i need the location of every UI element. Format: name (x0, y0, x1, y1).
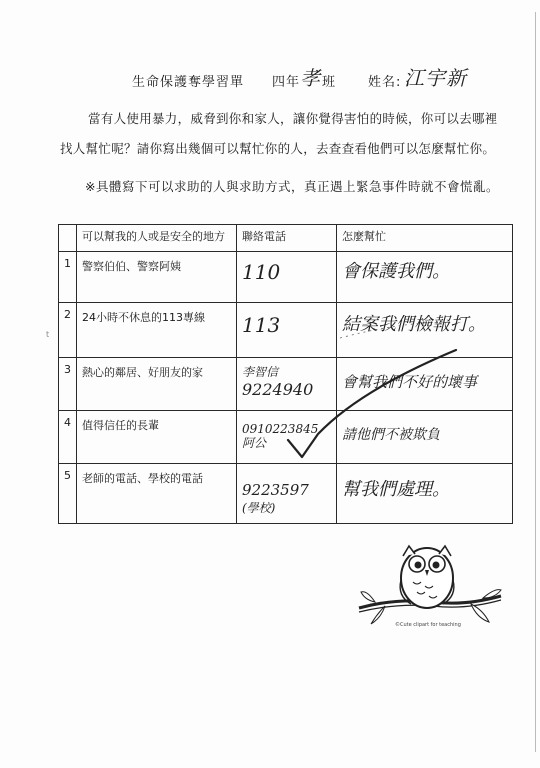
row-help: 幫我們處理。 (342, 479, 450, 500)
row-help-cell (337, 252, 513, 303)
instructions-note: ※具體寫下可以求助的人與求助方式，真正遇上緊急事件時就不會慌亂。 (85, 179, 499, 194)
row-phone-cell (237, 252, 337, 303)
table-row (59, 252, 513, 303)
header-place: 可以幫我的人或是安全的地方 (77, 225, 237, 252)
table-row (59, 358, 513, 411)
name-handwritten: 江宇新 (404, 66, 467, 90)
table-row (59, 303, 513, 358)
table-row (59, 411, 513, 464)
worksheet-title: 生命保護奪學習單 (132, 75, 245, 90)
row-phone-cell (237, 411, 337, 464)
row-phone-name: 李智信 (242, 365, 279, 379)
row-help-cell (337, 411, 513, 464)
row-phone: 9224940 (242, 380, 314, 399)
row-phone: 110 (242, 260, 281, 284)
row-phone: 9223597 (242, 481, 309, 499)
row-phone-note: (學校) (242, 501, 276, 515)
header-num-cell (59, 225, 77, 252)
name-label: 姓名: (368, 75, 402, 90)
row-help-cell (337, 303, 513, 358)
row-phone-cell (237, 303, 337, 358)
grade-label: 四年 (272, 75, 301, 90)
table-row (59, 464, 513, 524)
row-help: 請他們不被欺負 (342, 427, 440, 443)
instructions-paragraph: 當有人使用暴力，威脅到你和家人，讓你覺得害怕的時候，你可以去哪裡找人幫忙呢？請你寫出幾個可以幫忙你的人，去查查看他們可以怎麼幫忙你。 (60, 111, 498, 156)
row-phone-cell (237, 464, 337, 524)
header-phone: 聯絡電話 (237, 225, 337, 252)
row-number: 3 (59, 358, 77, 411)
row-number: 2 (59, 303, 77, 358)
table-header-row (59, 225, 513, 252)
row-phone-note: 阿公 (242, 436, 267, 450)
row-place: 警察伯伯、警察阿姨 (77, 252, 237, 303)
row-place: 老師的電話、學校的電話 (77, 464, 237, 524)
row-help: 結案我們檢報打。 (342, 314, 486, 335)
row-number: 1 (59, 252, 77, 303)
row-help-cell (337, 358, 513, 411)
header-help: 怎麼幫忙 (337, 225, 513, 252)
row-number: 5 (59, 464, 77, 524)
row-number: 4 (59, 411, 77, 464)
row-place: 熱心的鄰居、好朋友的家 (77, 358, 237, 411)
row-help-cell (337, 464, 513, 524)
class-handwritten: 孝 (300, 66, 321, 90)
row-place: 值得信任的長輩 (77, 411, 237, 464)
help-table (58, 224, 513, 524)
owl-caption: ©Cute clipart for teaching (395, 622, 461, 628)
row-phone: 113 (242, 313, 281, 337)
margin-mark: t (46, 330, 50, 339)
page-edge-line (535, 12, 536, 752)
row-phone-cell (237, 358, 337, 411)
class-suffix: 班 (322, 75, 337, 90)
row-place: 24小時不休息的113專線 (77, 303, 237, 358)
row-help: 會保護我們。 (342, 261, 450, 282)
row-phone: 0910223845 (242, 422, 319, 436)
row-help: 會幫我們不好的壞事 (342, 373, 478, 391)
